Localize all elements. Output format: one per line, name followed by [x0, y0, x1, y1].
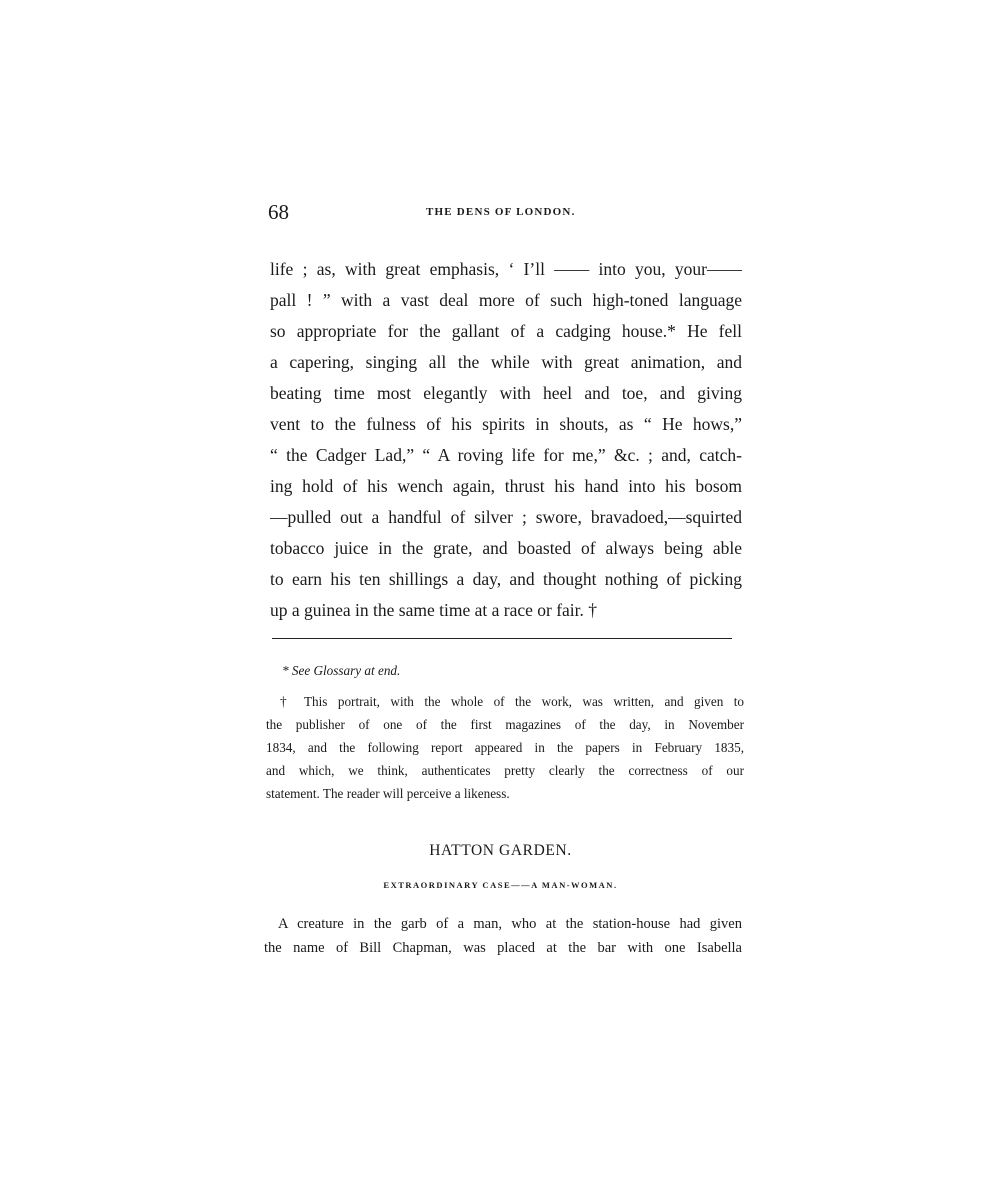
body-paragraph [270, 254, 742, 626]
body-line: vent to the fulness of his spirits in shouts, as “ He hows,” [270, 414, 742, 434]
footnote-asterisk: * See Glossary at end. [282, 663, 401, 678]
footnote-line: 1834, and the following report appeared in the papers in February 1835, [266, 740, 744, 755]
section-subtitle: EXTRAORDINARY CASE——A MAN-WOMAN. [383, 880, 618, 890]
footnote-line: † This portrait, with the whole of the work, was written, and given to [280, 694, 744, 709]
footnote-line: the publisher of one of the first magazines of the day, in November [266, 717, 744, 732]
body-line: tobacco juice in the grate, and boasted of always being able [270, 538, 742, 558]
body-line: pall ! ” with a vast deal more of such high-toned language [270, 290, 742, 310]
body-line: so appropriate for the gallant of a cadging house.* He fell [270, 321, 742, 341]
body-line: life ; as, with great emphasis, ‘ I’ll —— into you, your—— [270, 259, 742, 279]
running-title: THE DENS OF LONDON. [426, 206, 576, 218]
section-title: HATTON GARDEN. [429, 842, 572, 859]
trial-report [264, 912, 742, 960]
page-number: 68 [268, 200, 289, 224]
body-line: a capering, singing all the while with great animation, and [270, 352, 742, 372]
footnote-dagger [266, 690, 744, 805]
report-line: the name of Bill Chapman, was placed at the bar with one Isabella [264, 940, 742, 956]
footnote-divider [272, 638, 732, 639]
body-line: —pulled out a handful of silver ; swore, bravadoed,—squirted [270, 507, 742, 527]
footnote-line: statement. The reader will perceive a likeness. [266, 786, 510, 801]
footnote-line: and which, we think, authenticates pretty clearly the correctness of our [266, 763, 744, 778]
body-line: ing hold of his wench again, thrust his hand into his bosom [270, 476, 742, 496]
report-line: A creature in the garb of a man, who at the station-house had given [278, 916, 742, 932]
body-line: to earn his ten shillings a day, and thought nothing of picking [270, 569, 742, 589]
page-header [268, 200, 744, 230]
body-line: “ the Cadger Lad,” “ A roving life for me,” &c. ; and, catch- [270, 445, 742, 465]
body-line: beating time most elegantly with heel and toe, and giving [270, 383, 742, 403]
body-line: up a guinea in the same time at a race or fair. † [270, 600, 598, 620]
